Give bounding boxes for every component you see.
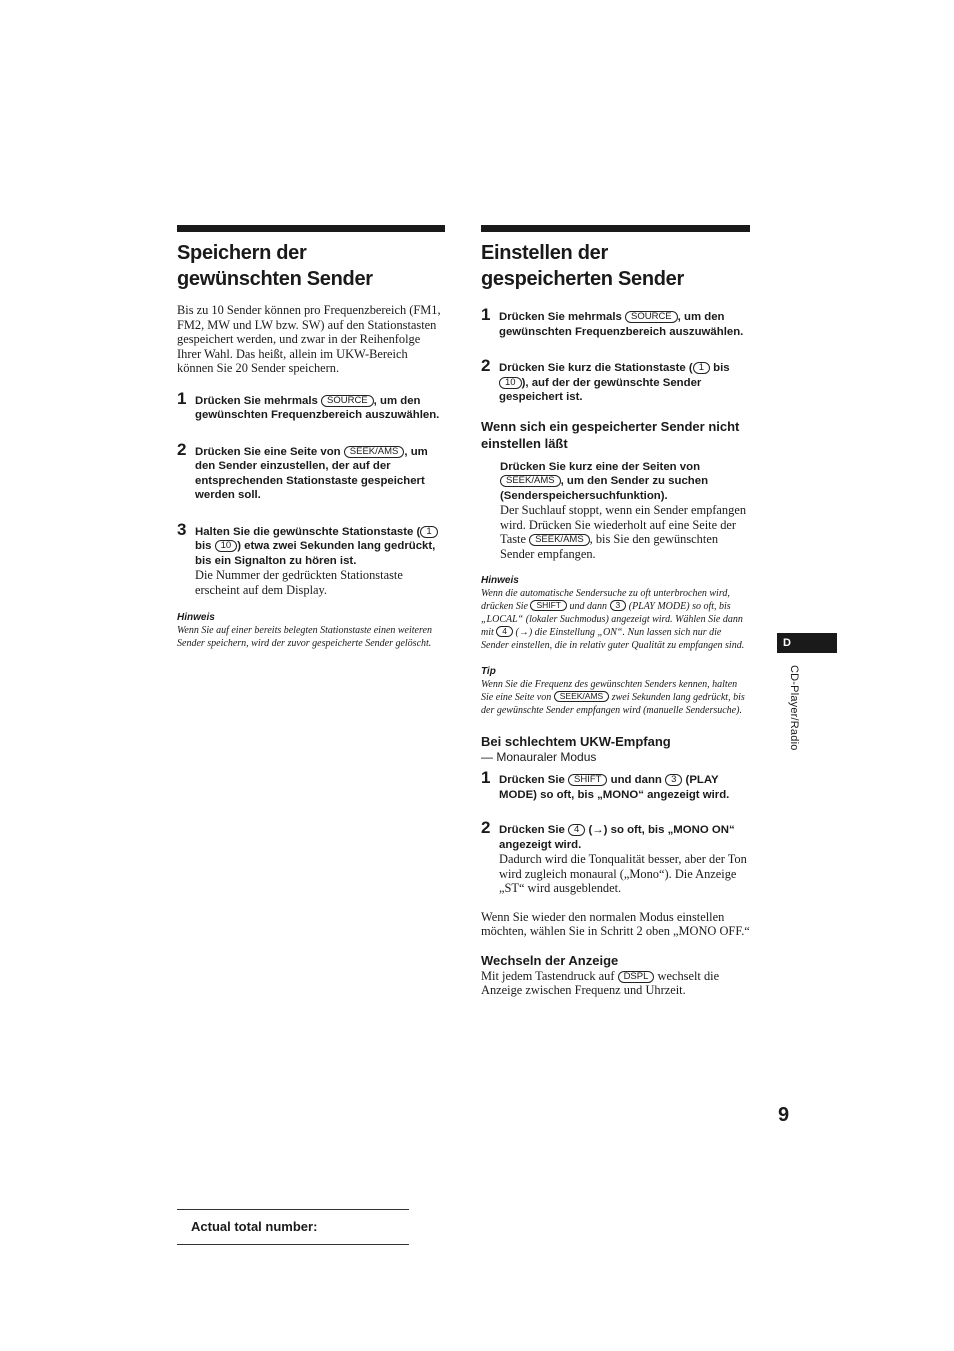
total-number-box xyxy=(177,1209,409,1245)
seek-ams-key: SEEK/AMS xyxy=(529,534,590,546)
section-rule xyxy=(481,225,750,232)
step-instruction: Drücken Sie eine Seite von SEEK/AMS , um den Sender einzustellen, der auf der entsprechenden Stationstaste gespeichert werden soll. xyxy=(195,445,428,501)
tip-block xyxy=(481,665,750,717)
step-2 xyxy=(481,356,750,405)
mono-off-paragraph: Wenn Sie wieder den normalen Modus einstellen möchten, wählen Sie in Schritt 2 oben „MONO OFF.“ xyxy=(481,909,750,938)
step-instruction: Drücken Sie 4 (→) so oft, bis „MONO ON“ angezeigt wird. xyxy=(499,824,735,851)
language-tab: D xyxy=(777,633,837,653)
step-1 xyxy=(177,388,445,423)
step-body: Die Nummer der gedrückten Stationstaste erscheint auf dem Display. xyxy=(195,568,403,597)
source-key: SOURCE xyxy=(625,311,678,323)
step-instruction: Drücken Sie mehrmals SOURCE , um den gewünschten Frequenzbereich auszuwählen. xyxy=(195,394,440,421)
section-title-store: Speichern der gewünschten Sender xyxy=(177,242,373,290)
section-rule xyxy=(177,225,445,232)
step-instruction: Drücken Sie kurz die Stationstaste ( 1 bis 10 ), auf der der gewünschte Sender gespeichert ist. xyxy=(499,362,730,403)
step-number: 2 xyxy=(481,356,491,375)
subsection-heading: Wechseln der Anzeige xyxy=(481,952,619,968)
step-3 xyxy=(177,519,445,598)
subsection-heading: Wenn sich ein gespeicherter Sender nicht einstellen läßt xyxy=(481,418,740,451)
step-1 xyxy=(481,768,750,802)
step-2 xyxy=(481,818,750,896)
subsection-heading: Bei schlechtem UKW-Empfang xyxy=(481,734,671,749)
tip-heading: Tip xyxy=(481,666,496,677)
instruction-body: Der Suchlauf stoppt, wenn ein Sender empfangen wird. Drücken Sie wiederholt auf eine Seite der Taste SEEK/AMS , bis Sie den gewünschten Sender empfangen. xyxy=(500,503,747,561)
step-number: 2 xyxy=(177,439,187,459)
step-instruction: Halten Sie die gewünschte Stationstaste ( 1 bis 10 ) etwa zwei Sekunden lang gedrückt, bis ein Signalton zu hören ist. xyxy=(195,525,445,569)
subsection-body xyxy=(481,460,750,562)
seek-ams-key: SEEK/AMS xyxy=(554,691,609,702)
step-number: 3 xyxy=(177,519,187,539)
display-paragraph: Mit jedem Tastendruck auf DSPL wechselt die Anzeige zwischen Frequenz und Uhrzeit. xyxy=(481,968,720,997)
step-instruction: Drücken Sie SHIFT und dann 3 (PLAY MODE) so oft, bis „MONO“ angezeigt wird. xyxy=(499,774,730,801)
dspl-key: DSPL xyxy=(618,971,655,983)
right-column xyxy=(481,225,750,998)
step-instruction: Drücken Sie mehrmals SOURCE , um den gewünschten Frequenzbereich auszuwählen. xyxy=(499,311,744,338)
note-text: Wenn die automatische Sendersuche zu oft unterbrochen wird, drücken Sie SHIFT und dann 3 (PLAY MODE) so oft, bis „LOCAL“ (lokaler Suchmodus) angezeigt wird. Wählen Sie dann mit 4 (→) die Einstellung „ON“. Nun lassen sich nur die Sender einstellen, die in relativ guter Qualität zu empfangen sind. xyxy=(481,588,745,651)
shift-key: SHIFT xyxy=(530,600,567,611)
note-block xyxy=(481,574,750,652)
step-number: 2 xyxy=(481,818,491,837)
step-number: 1 xyxy=(481,768,491,787)
page-number: 9 xyxy=(778,1104,790,1126)
key-4: 4 xyxy=(568,824,585,836)
left-column xyxy=(177,225,445,650)
instruction: Drücken Sie kurz eine der Seiten von SEEK/AMS , um den Sender zu suchen (Senderspeichersuchfunktion). xyxy=(500,460,709,502)
step-number: 1 xyxy=(177,388,187,408)
preset-key-10: 10 xyxy=(499,377,522,389)
tip-text: Wenn Sie die Frequenz des gewünschten Senders kennen, halten Sie eine Seite von SEEK/AMS zwei Sekunden lang gedrückt, bis der gewünschte Sender empfangen wird (manuelle Sendersuche). xyxy=(481,679,745,716)
preset-key-10: 10 xyxy=(215,540,238,552)
shift-key: SHIFT xyxy=(568,774,607,786)
total-number-label: Actual total number: xyxy=(191,1219,318,1234)
note-text: Wenn Sie auf einer bereits belegten Stationstaste einen weiteren Sender speichern, wird der zuvor gespeicherte Sender gelöscht. xyxy=(177,625,432,649)
step-1 xyxy=(481,305,750,339)
step-body: Dadurch wird die Tonqualität besser, aber der Ton wird zugleich monaural („Mono“). Die Anzeige „ST“ wird ausgeblendet. xyxy=(499,852,747,895)
note-heading: Hinweis xyxy=(177,612,215,623)
key-3: 3 xyxy=(610,600,627,611)
seek-ams-key: SEEK/AMS xyxy=(500,475,561,487)
step-2 xyxy=(177,439,445,503)
intro-paragraph: Bis zu 10 Sender können pro Frequenzbereich (FM1, FM2, MW und LW bzw. SW) auf den Stationstasten gespeichert werden, und zwar in der Reihenfolge Ihrer Wahl. Das heißt, allein im UKW-Bereich können Sie 20 Sender speichern. xyxy=(177,303,441,375)
subsection-subtitle: — Monauraler Modus xyxy=(481,750,597,764)
section-title-tune: Einstellen der gespeicherten Sender xyxy=(481,242,684,290)
step-number: 1 xyxy=(481,305,491,324)
preset-key-1: 1 xyxy=(693,362,710,374)
preset-key-1: 1 xyxy=(420,526,437,538)
key-3: 3 xyxy=(665,774,682,786)
source-key: SOURCE xyxy=(321,395,374,407)
note-block xyxy=(177,611,445,650)
key-4: 4 xyxy=(496,626,513,637)
note-heading: Hinweis xyxy=(481,575,519,586)
side-section-label: CD-Player/Radio xyxy=(788,665,800,751)
seek-ams-key: SEEK/AMS xyxy=(344,446,405,458)
